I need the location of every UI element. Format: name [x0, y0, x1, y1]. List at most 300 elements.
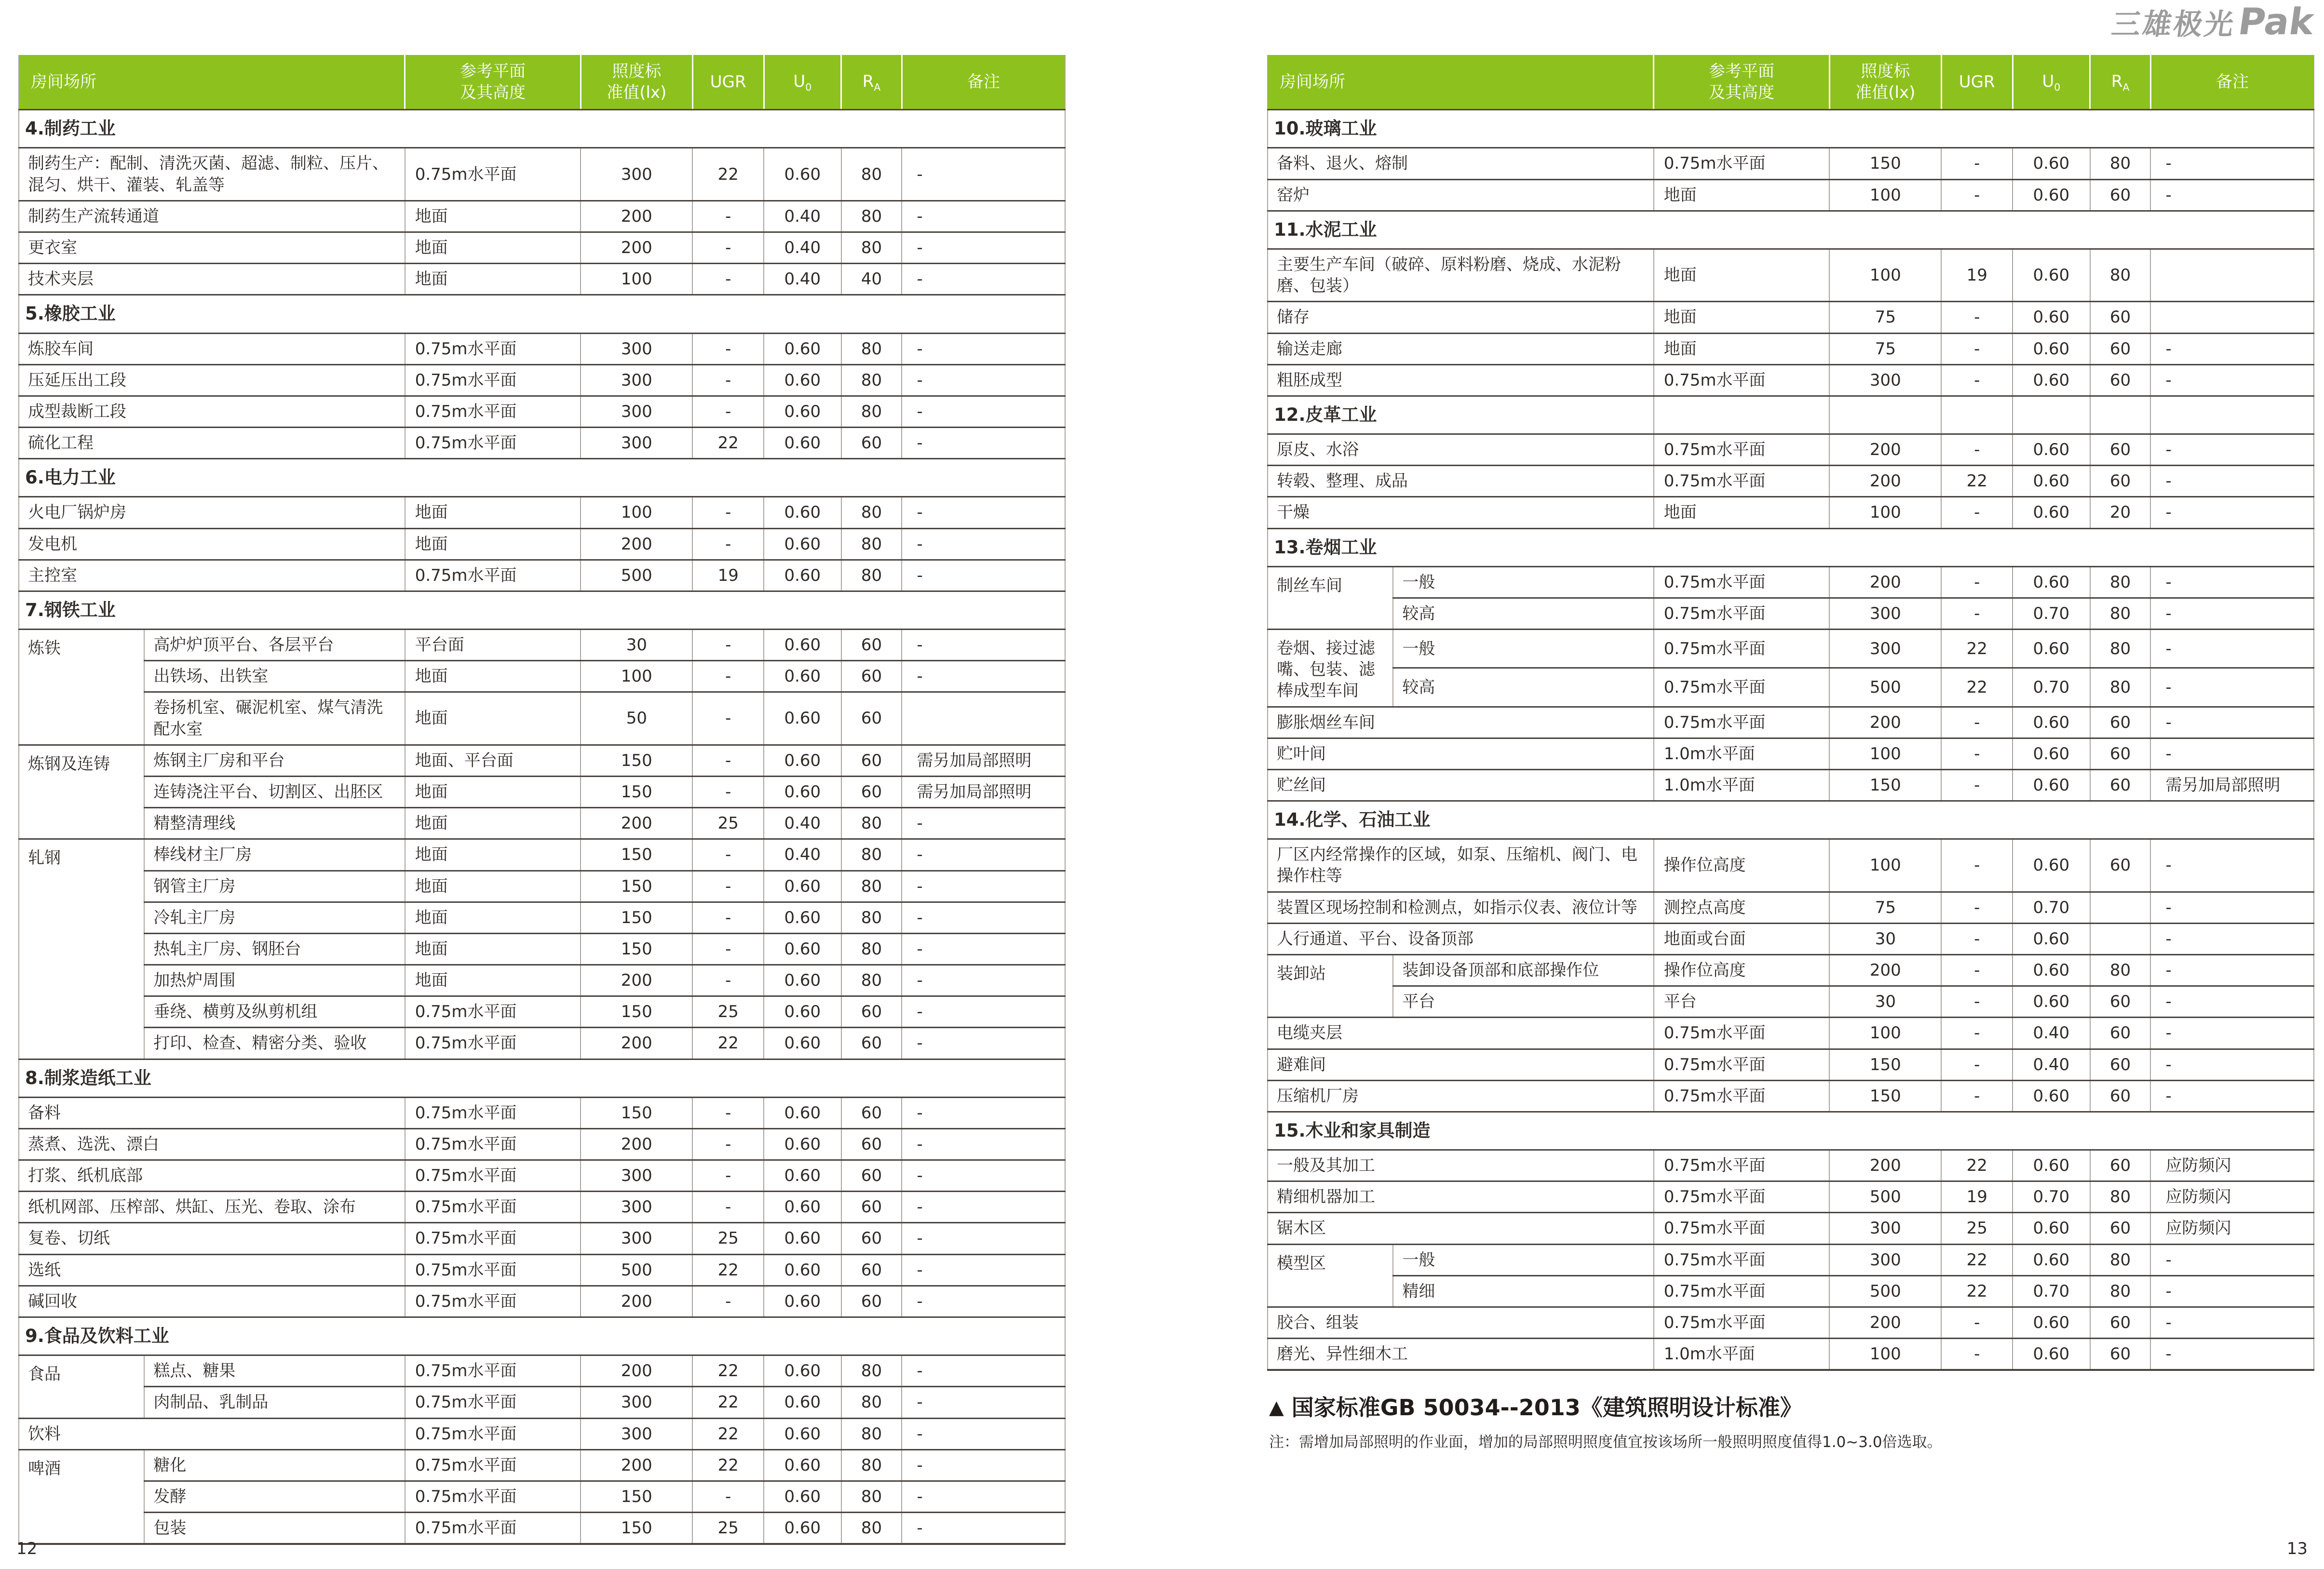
- cell-location: 复卷、切纸: [19, 1223, 405, 1254]
- cell-u0: 0.60: [764, 692, 841, 745]
- cell-location: 垂绕、横剪及纵剪机组: [144, 996, 405, 1028]
- section-title: 5.橡胶工业: [19, 295, 1065, 333]
- cell-lux: 150: [581, 871, 692, 902]
- cell-note: -: [2150, 986, 2314, 1018]
- cell-plane: 0.75m水平面: [1654, 1213, 1830, 1244]
- cell-lux: 200: [1829, 1150, 1941, 1181]
- cell-ra: 80: [2090, 1244, 2151, 1275]
- cell-note: -: [902, 1387, 1065, 1418]
- cell-location: 精整清理线: [144, 808, 405, 839]
- cell-u0: 0.40: [764, 201, 841, 232]
- cell-ra: 80: [841, 497, 902, 528]
- cell-location: 技术夹层: [19, 264, 405, 295]
- cell-lux: 300: [581, 1418, 692, 1449]
- cell-ugr: -: [1941, 707, 2013, 738]
- table-row: [1268, 1213, 2314, 1244]
- section-empty-cell: [2150, 396, 2314, 434]
- table-row: [1268, 434, 2314, 465]
- table-row: [1268, 1339, 2314, 1370]
- cell-location: 备料、退火、熔制: [1268, 148, 1654, 179]
- cell-plane: 地面或台面: [1654, 923, 1830, 954]
- cell-note: -: [2150, 497, 2314, 528]
- footer-title-text: 国家标准GB 50034--2013《建筑照明设计标准》: [1291, 1395, 1802, 1421]
- cell-plane: 地面: [405, 808, 581, 839]
- cell-lux: 150: [1829, 1080, 1941, 1112]
- cell-note: 需另加局部照明: [902, 745, 1065, 776]
- cell-ugr: -: [692, 1097, 764, 1128]
- cell-ugr: -: [1941, 364, 2013, 396]
- cell-ugr: -: [1941, 954, 2013, 986]
- table-row: [1268, 1080, 2314, 1112]
- col-header-room: 房间场所: [1268, 55, 1654, 110]
- cell-lux: 300: [581, 428, 692, 459]
- cell-location: 胶合、组装: [1268, 1307, 1654, 1338]
- cell-ra: 60: [2090, 333, 2151, 364]
- cell-note: -: [2150, 1307, 2314, 1338]
- cell-location: 备料: [19, 1097, 405, 1128]
- table-row: [19, 776, 1065, 807]
- section-title: 15.木业和家具制造: [1268, 1112, 2314, 1150]
- cell-note: [2150, 249, 2314, 301]
- cell-note: -: [902, 1223, 1065, 1254]
- cell-ra: 80: [841, 965, 902, 996]
- col-header-plane: 参考平面 及其高度: [405, 55, 581, 110]
- section-title: 14.化学、石油工业: [1268, 801, 2314, 839]
- cell-plane: 地面: [1654, 302, 1830, 333]
- cell-location: 粗胚成型: [1268, 364, 1654, 396]
- cell-note: -: [902, 528, 1065, 560]
- cell-location: 打浆、纸机底部: [19, 1160, 405, 1192]
- cell-group: 炼钢及连铸: [19, 745, 144, 839]
- table-row: [19, 965, 1065, 996]
- cell-plane: 1.0m水平面: [1654, 769, 1830, 801]
- table-row: [19, 1286, 1065, 1317]
- cell-u0: 0.40: [764, 808, 841, 839]
- cell-note: -: [902, 264, 1065, 295]
- cell-ugr: -: [1941, 1307, 2013, 1338]
- cell-ra: 80: [2090, 630, 2151, 668]
- cell-u0: 0.60: [764, 1449, 841, 1481]
- cell-ra: 80: [841, 201, 902, 232]
- cell-note: -: [2150, 1080, 2314, 1112]
- cell-lux: 150: [1829, 148, 1941, 179]
- cell-ugr: -: [1941, 986, 2013, 1018]
- cell-ugr: 22: [692, 148, 764, 201]
- cell-ra: 80: [2090, 954, 2151, 986]
- right-table-area: [1267, 55, 2314, 1371]
- cell-group: 制丝车间: [1268, 566, 1393, 629]
- cell-lux: 200: [581, 232, 692, 264]
- cell-lux: 200: [1829, 466, 1941, 497]
- cell-ugr: -: [692, 902, 764, 933]
- section-row: [19, 295, 1065, 333]
- cell-note: -: [2150, 1339, 2314, 1370]
- cell-note: 应防频闪: [2150, 1181, 2314, 1213]
- cell-u0: 0.60: [2013, 707, 2090, 738]
- cell-location: 较高: [1393, 668, 1653, 707]
- cell-note: -: [2150, 954, 2314, 986]
- cell-lux: 300: [581, 364, 692, 396]
- cell-u0: 0.60: [2013, 249, 2090, 301]
- cell-plane: 地面: [1654, 249, 1830, 301]
- cell-ugr: -: [1941, 434, 2013, 465]
- cell-note: -: [902, 396, 1065, 427]
- cell-plane: 0.75m水平面: [405, 148, 581, 201]
- table-row: [1268, 1049, 2314, 1080]
- cell-location: 锯木区: [1268, 1213, 1654, 1244]
- cell-ra: 60: [841, 996, 902, 1028]
- cell-note: -: [902, 1286, 1065, 1317]
- cell-location: 一般: [1393, 566, 1653, 598]
- cell-note: -: [902, 1028, 1065, 1059]
- cell-ugr: -: [692, 528, 764, 560]
- section-title: 6.电力工业: [19, 459, 1065, 497]
- cell-location: 精细机器加工: [1268, 1181, 1654, 1213]
- cell-lux: 500: [581, 1254, 692, 1286]
- col-header-sub: 0: [2054, 81, 2061, 93]
- cell-ra: 80: [841, 839, 902, 871]
- cell-lux: 150: [1829, 1049, 1941, 1080]
- table-row: [1268, 630, 2314, 668]
- cell-lux: 300: [1829, 1213, 1941, 1244]
- cell-location: 钢管主厂房: [144, 871, 405, 902]
- cell-ugr: -: [692, 933, 764, 965]
- col-header-note: 备注: [902, 55, 1065, 110]
- cell-note: 应防频闪: [2150, 1150, 2314, 1181]
- cell-group: 卷烟、接过滤嘴、包装、滤棒成型车间: [1268, 630, 1393, 707]
- cell-location: 贮叶间: [1268, 738, 1654, 769]
- cell-ugr: -: [1941, 566, 2013, 598]
- section-empty-cell: [1941, 396, 2013, 434]
- cell-ugr: -: [1941, 769, 2013, 801]
- table-row: [19, 808, 1065, 839]
- table-row: [19, 497, 1065, 528]
- cell-lux: 100: [581, 264, 692, 295]
- cell-location: 贮丝间: [1268, 769, 1654, 801]
- cell-plane: 平台面: [405, 630, 581, 661]
- cell-plane: 0.75m水平面: [405, 1286, 581, 1317]
- table-row: [19, 933, 1065, 965]
- cell-note: 需另加局部照明: [902, 776, 1065, 807]
- cell-lux: 150: [581, 1481, 692, 1512]
- cell-plane: 0.75m水平面: [405, 1418, 581, 1449]
- cell-note: -: [2150, 630, 2314, 668]
- cell-ugr: -: [692, 839, 764, 871]
- cell-lux: 200: [1829, 1307, 1941, 1338]
- cell-note: -: [902, 1254, 1065, 1286]
- section-row: [1268, 110, 2314, 148]
- cell-ra: 60: [2090, 839, 2151, 892]
- cell-ugr: 19: [692, 560, 764, 591]
- cell-lux: 200: [1829, 707, 1941, 738]
- cell-ugr: -: [1941, 333, 2013, 364]
- cell-plane: 地面: [405, 933, 581, 965]
- cell-ugr: -: [1941, 738, 2013, 769]
- cell-ugr: -: [692, 871, 764, 902]
- table-head: [1268, 55, 2314, 110]
- cell-lux: 100: [1829, 1339, 1941, 1370]
- cell-location: 避难间: [1268, 1049, 1654, 1080]
- cell-lux: 300: [1829, 598, 1941, 629]
- table-row: [19, 745, 1065, 776]
- cell-u0: 0.60: [2013, 738, 2090, 769]
- cell-u0: 0.60: [2013, 1307, 2090, 1338]
- cell-plane: 0.75m水平面: [1654, 466, 1830, 497]
- cell-lux: 100: [1829, 179, 1941, 211]
- table-row: [19, 148, 1065, 201]
- cell-u0: 0.60: [764, 661, 841, 692]
- cell-note: -: [2150, 148, 2314, 179]
- cell-location: 饮料: [19, 1418, 405, 1449]
- cell-lux: 500: [1829, 1275, 1941, 1307]
- cell-ugr: -: [1941, 839, 2013, 892]
- cell-note: [2150, 302, 2314, 333]
- col-header-ra: $R_A$: [2090, 55, 2151, 110]
- cell-plane: 0.75m水平面: [1654, 668, 1830, 707]
- table-head: [19, 55, 1065, 110]
- cell-ugr: 19: [1941, 1181, 2013, 1213]
- cell-plane: 测控点高度: [1654, 892, 1830, 923]
- col-header-note: 备注: [2150, 55, 2314, 110]
- header-row: [19, 55, 1065, 110]
- cell-ra: 60: [2090, 179, 2151, 211]
- cell-location: 平台: [1393, 986, 1653, 1018]
- cell-location: 原皮、水浴: [1268, 434, 1654, 465]
- cell-u0: 0.60: [2013, 566, 2090, 598]
- cell-lux: 150: [581, 745, 692, 776]
- cell-lux: 75: [1829, 333, 1941, 364]
- cell-location: 肉制品、乳制品: [144, 1387, 405, 1418]
- section-row: [19, 459, 1065, 497]
- table-body: [1268, 110, 2314, 1370]
- cell-ugr: -: [1941, 1339, 2013, 1370]
- cell-plane: 0.75m水平面: [1654, 364, 1830, 396]
- table-row: [1268, 707, 2314, 738]
- cell-group: 装卸站: [1268, 954, 1393, 1017]
- cell-ugr: -: [1941, 892, 2013, 923]
- cell-lux: 500: [1829, 1181, 1941, 1213]
- cell-lux: 200: [581, 1286, 692, 1317]
- col-header-ugr: UGR: [1941, 55, 2013, 110]
- cell-u0: 0.60: [764, 1097, 841, 1128]
- cell-ra: 60: [2090, 769, 2151, 801]
- col-header-u0: $U_0$: [764, 55, 841, 110]
- cell-ra: 60: [841, 1286, 902, 1317]
- cell-u0: 0.60: [2013, 302, 2090, 333]
- table-row: [1268, 892, 2314, 923]
- cell-u0: 0.60: [764, 148, 841, 201]
- cell-u0: 0.60: [2013, 986, 2090, 1018]
- cell-u0: 0.60: [2013, 839, 2090, 892]
- cell-u0: 0.60: [764, 871, 841, 902]
- cell-lux: 150: [581, 996, 692, 1028]
- cell-ugr: 25: [692, 996, 764, 1028]
- cell-ugr: -: [1941, 148, 2013, 179]
- cell-ra: 80: [841, 902, 902, 933]
- cell-location: 蒸煮、选洗、漂白: [19, 1128, 405, 1160]
- cell-note: -: [2150, 333, 2314, 364]
- cell-location: 棒线材主厂房: [144, 839, 405, 871]
- cell-ra: 60: [841, 1028, 902, 1059]
- table-row: [1268, 1018, 2314, 1049]
- cell-location: 一般: [1393, 1244, 1653, 1275]
- cell-lux: 200: [581, 201, 692, 232]
- table-row: [19, 364, 1065, 396]
- cell-ra: 60: [2090, 1307, 2151, 1338]
- cell-lux: 30: [581, 630, 692, 661]
- table-row: [1268, 333, 2314, 364]
- cell-plane: 0.75m水平面: [1654, 1018, 1830, 1049]
- cell-u0: 0.60: [764, 1254, 841, 1286]
- cell-plane: 0.75m水平面: [405, 560, 581, 591]
- cell-u0: 0.60: [2013, 497, 2090, 528]
- cell-ra: 80: [841, 933, 902, 965]
- cell-ugr: 22: [1941, 1244, 2013, 1275]
- cell-note: -: [902, 428, 1065, 459]
- cell-ra: 60: [2090, 1339, 2151, 1370]
- cell-note: -: [902, 996, 1065, 1028]
- cell-location: 打印、检查、精密分类、验收: [144, 1028, 405, 1059]
- cell-plane: 0.75m水平面: [1654, 1049, 1830, 1080]
- cell-location: 窑炉: [1268, 179, 1654, 211]
- cell-lux: 300: [1829, 364, 1941, 396]
- cell-plane: 0.75m水平面: [405, 1481, 581, 1512]
- cell-location: 选纸: [19, 1254, 405, 1286]
- cell-u0: 0.60: [764, 902, 841, 933]
- cell-ugr: 22: [692, 1449, 764, 1481]
- cell-u0: 0.60: [764, 1387, 841, 1418]
- cell-note: -: [2150, 1049, 2314, 1080]
- cell-ugr: -: [692, 630, 764, 661]
- cell-ra: 80: [2090, 668, 2151, 707]
- table-row: [1268, 986, 2314, 1018]
- cell-location: 压缩机厂房: [1268, 1080, 1654, 1112]
- cell-location: 输送走廊: [1268, 333, 1654, 364]
- cell-location: 装卸设备顶部和底部操作位: [1393, 954, 1653, 986]
- col-header-sub: 0: [805, 81, 812, 93]
- cell-lux: 300: [581, 148, 692, 201]
- cell-lux: 150: [581, 1097, 692, 1128]
- table-row: [19, 1097, 1065, 1128]
- cell-u0: 0.60: [764, 965, 841, 996]
- cell-plane: 0.75m水平面: [405, 428, 581, 459]
- cell-lux: 300: [581, 1192, 692, 1223]
- cell-u0: 0.60: [764, 364, 841, 396]
- cell-u0: 0.60: [764, 497, 841, 528]
- cell-lux: 30: [1829, 986, 1941, 1018]
- cell-note: -: [2150, 707, 2314, 738]
- cell-plane: 地面: [405, 965, 581, 996]
- cell-ugr: -: [1941, 497, 2013, 528]
- cell-note: -: [2150, 434, 2314, 465]
- cell-location: 冷轧主厂房: [144, 902, 405, 933]
- cell-lux: 200: [1829, 566, 1941, 598]
- cell-u0: 0.70: [2013, 598, 2090, 629]
- table-row: [1268, 566, 2314, 598]
- cell-u0: 0.60: [2013, 434, 2090, 465]
- table-row: [19, 996, 1065, 1028]
- cell-ugr: -: [692, 692, 764, 745]
- cell-plane: 0.75m水平面: [405, 1387, 581, 1418]
- table-row: [19, 1128, 1065, 1160]
- section-title: 4.制药工业: [19, 110, 1065, 148]
- cell-ugr: 22: [1941, 630, 2013, 668]
- cell-location: 糕点、糖果: [144, 1355, 405, 1387]
- cell-ugr: -: [692, 396, 764, 427]
- cell-location: 包装: [144, 1513, 405, 1544]
- cell-plane: 0.75m水平面: [405, 996, 581, 1028]
- table-row: [19, 630, 1065, 661]
- cell-u0: 0.60: [764, 333, 841, 364]
- cell-u0: 0.60: [764, 1128, 841, 1160]
- table-row: [19, 396, 1065, 427]
- cell-ugr: -: [1941, 598, 2013, 629]
- cell-plane: 地面: [405, 692, 581, 745]
- cell-lux: 100: [1829, 249, 1941, 301]
- table-row: [1268, 497, 2314, 528]
- cell-u0: 0.60: [764, 1192, 841, 1223]
- cell-u0: 0.70: [2013, 1275, 2090, 1307]
- cell-location: 制药生产流转通道: [19, 201, 405, 232]
- cell-note: -: [902, 1355, 1065, 1387]
- section-title: 7.钢铁工业: [19, 591, 1065, 629]
- cell-lux: 200: [581, 965, 692, 996]
- cell-plane: 0.75m水平面: [405, 1160, 581, 1192]
- cell-lux: 100: [1829, 497, 1941, 528]
- cell-note: -: [2150, 892, 2314, 923]
- cell-ugr: 25: [1941, 1213, 2013, 1244]
- cell-note: -: [2150, 566, 2314, 598]
- cell-lux: 200: [581, 1449, 692, 1481]
- cell-ugr: -: [692, 201, 764, 232]
- footer-title: [1269, 1390, 2314, 1422]
- table-row: [1268, 1181, 2314, 1213]
- cell-location: 精细: [1393, 1275, 1653, 1307]
- brand-logo: [2109, 0, 2316, 43]
- section-empty-cell: [1829, 396, 1941, 434]
- cell-ugr: -: [1941, 302, 2013, 333]
- cell-location: 转毂、整理、成品: [1268, 466, 1654, 497]
- cell-plane: 地面: [1654, 497, 1830, 528]
- cell-u0: 0.60: [2013, 148, 2090, 179]
- table-row: [1268, 249, 2314, 301]
- cell-u0: 0.60: [2013, 1080, 2090, 1112]
- cell-ra: 80: [2090, 1275, 2151, 1307]
- col-header-room: 房间场所: [19, 55, 405, 110]
- table-row: [1268, 302, 2314, 333]
- footer-note: 注：需增加局部照明的作业面，增加的局部照明照度值宜按该场所一般照明照度值得1.0~3.0倍选取。: [1269, 1434, 1942, 1451]
- cell-plane: 0.75m水平面: [1654, 148, 1830, 179]
- table-row: [1268, 769, 2314, 801]
- cell-plane: 0.75m水平面: [405, 1192, 581, 1223]
- cell-note: -: [902, 148, 1065, 201]
- cell-plane: 0.75m水平面: [1654, 1181, 1830, 1213]
- col-header-lux: 照度标 准值(lx): [1829, 55, 1941, 110]
- section-row: [19, 110, 1065, 148]
- table-row: [1268, 364, 2314, 396]
- section-row: [19, 1317, 1065, 1355]
- cell-note: -: [902, 364, 1065, 396]
- cell-plane: 0.75m水平面: [1654, 1307, 1830, 1338]
- cell-lux: 75: [1829, 302, 1941, 333]
- table-row: [19, 232, 1065, 264]
- cell-ra: 80: [841, 560, 902, 591]
- cell-lux: 200: [1829, 434, 1941, 465]
- cell-ra: 80: [2090, 1181, 2151, 1213]
- table-row: [19, 1513, 1065, 1544]
- cell-u0: 0.60: [764, 1418, 841, 1449]
- cell-plane: 地面: [405, 776, 581, 807]
